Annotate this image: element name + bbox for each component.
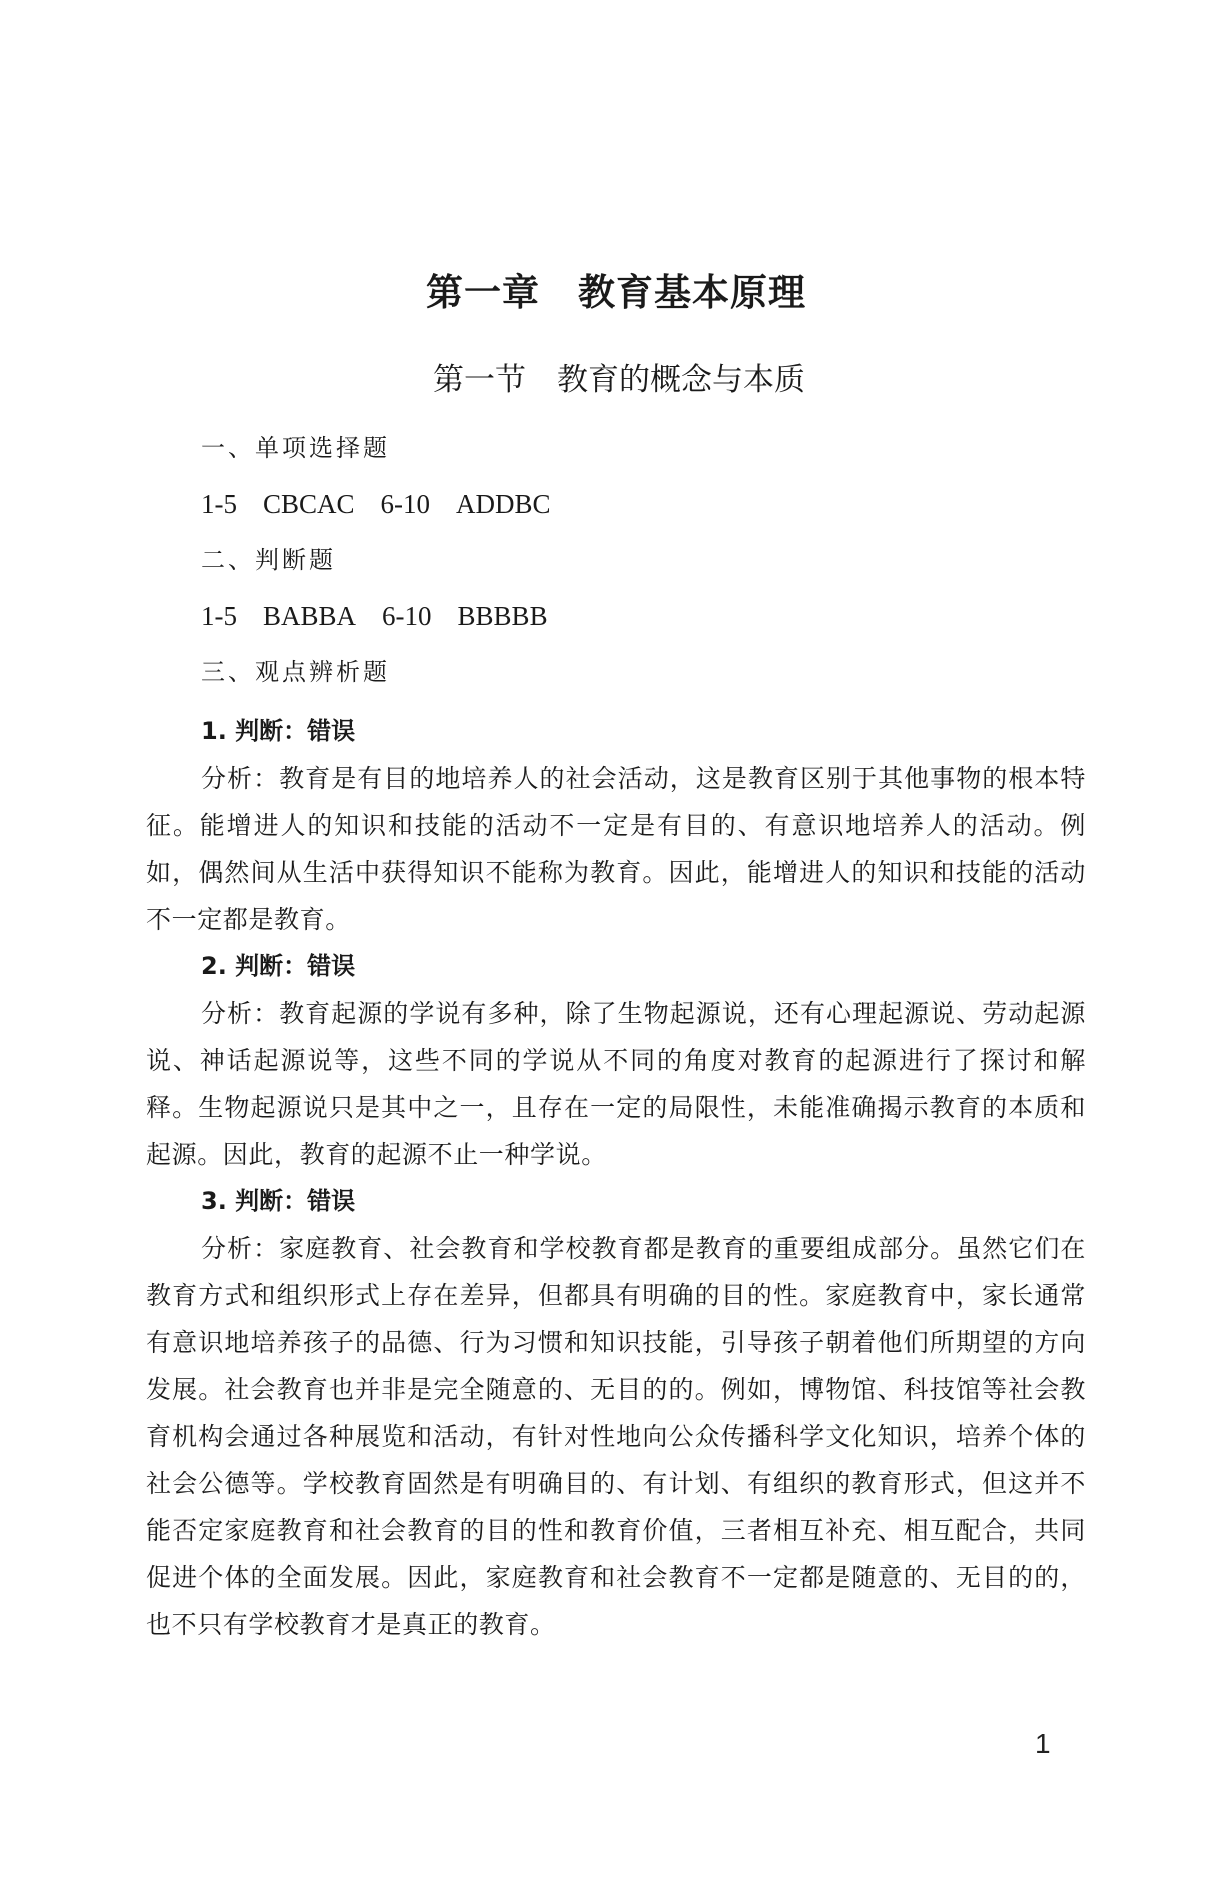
page-number: 1 [1035, 1728, 1051, 1759]
part1-answers [146, 484, 1086, 540]
answer-key: BBBBB [457, 601, 548, 631]
item3-analysis: 分析：家庭教育、社会教育和学校教育都是教育的重要组成部分。虽然它们在教育方式和组织形式上存在差异，但都具有明确的目的性。家庭教育中，家长通常有意识地培养孩子的品德、行为习惯和知识技能，引导孩子朝着他们所期望的方向发展。社会教育也并非是完全随意的、无目的的。例如，博物馆、科技馆等社会教育机构会通过各种展览和活动，有针对性地向公众传播科学文化知识，培养个体的社会公德等。学校教育固然是有明确目的、有计划、有组织的教育形式，但这并不能否定家庭教育和社会教育的目的性和教育价值，三者相互补充、相互配合，共同促进个体的全面发展。因此，家庭教育和社会教育不一定都是随意的、无目的的，也不只有学校教育才是真正的教育。 [146, 1234, 1086, 1639]
part2-heading: 二、判断题 [201, 546, 336, 574]
chapter-title: 第一章 教育基本原理 [426, 271, 806, 314]
answer-key: BABBA [263, 601, 357, 631]
section-title: 第一节 教育的概念与本质 [433, 362, 805, 398]
part1-heading: 一、单项选择题 [201, 434, 390, 462]
page-content [146, 428, 1086, 1648]
item3-title: 3. 判断：错误 [201, 1187, 356, 1215]
answer-range: 6-10 [382, 601, 432, 631]
answer-key: CBCAC [263, 489, 355, 519]
item2-analysis: 分析：教育起源的学说有多种，除了生物起源说，还有心理起源说、劳动起源说、神话起源说等，这些不同的学说从不同的角度对教育的起源进行了探讨和解释。生物起源说只是其中之一，且存在一定的局限性，未能准确揭示教育的本质和起源。因此，教育的起源不止一种学说。 [146, 999, 1086, 1169]
item2-title: 2. 判断：错误 [201, 952, 356, 980]
part2-answers [146, 596, 1086, 652]
answer-range: 1-5 [201, 489, 237, 519]
answer-key: ADDBC [456, 489, 551, 519]
answer-range: 1-5 [201, 601, 237, 631]
answer-range: 6-10 [380, 489, 431, 519]
item1-analysis: 分析：教育是有目的地培养人的社会活动，这是教育区别于其他事物的根本特征。能增进人的知识和技能的活动不一定是有目的、有意识地培养人的活动。例如，偶然间从生活中获得知识不能称为教育。因此，能增进人的知识和技能的活动不一定都是教育。 [146, 764, 1086, 934]
part3-heading: 三、观点辨析题 [201, 658, 390, 686]
item1-title: 1. 判断：错误 [201, 717, 356, 745]
